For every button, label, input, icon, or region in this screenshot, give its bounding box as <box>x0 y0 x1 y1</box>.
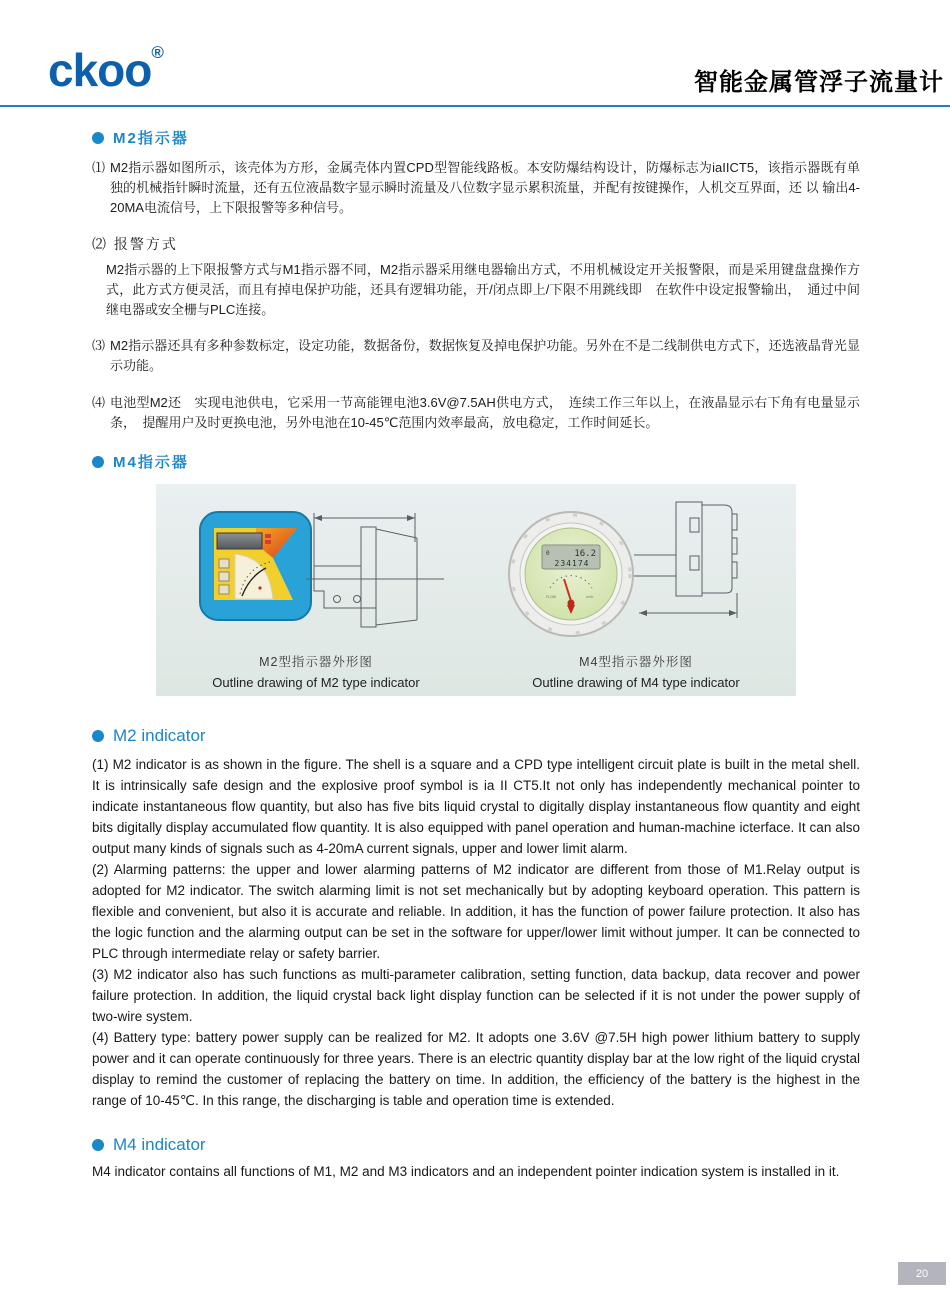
m4-english-text: M4 indicator contains all functions of M1, M2 and M3 indicators and an independent pointer indication system is installed in it. <box>92 1164 840 1179</box>
section-heading-label: M4 indicator <box>113 1135 206 1154</box>
svg-text:0: 0 <box>546 550 550 557</box>
m2-caption-cn: M2型指示器外形图 <box>259 655 373 669</box>
svg-text:FLOW: FLOW <box>546 595 557 599</box>
section-bullet-icon <box>92 1139 104 1151</box>
paragraph-text: 电池型M2还 实现电池供电，它采用一节高能锂电池3.6V@7.5AH供电方式， 连续工作三年以上，在液晶显示右下角有电量显示条， 提醒用户及时更换电池，另外电池在10-45℃范围内效率最高，放电稳定，工作时间延长。 <box>110 395 860 430</box>
m2-outline-drawing <box>304 496 449 638</box>
m4-outline-drawing <box>634 492 794 642</box>
section-heading-m4-cn <box>92 451 860 472</box>
m4-figure-caption <box>476 652 796 690</box>
cn-paragraph-2: M2指示器的上下限报警方式与M1指示器不同，M2指示器采用继电器输出方式，不用机械设定开关报警限，而是采用键盘盘操作方式，此方式方便灵活，而且有掉电保护功能，还具有逻辑功能，开/闭点即上/下限不用跳线即 在软件中设定报警输出， 通过中间继电器或安全栅与PLC连接。 <box>106 262 860 317</box>
section-heading-label: M2指示器 <box>113 130 189 147</box>
m4-lcd-total-value: 234174 <box>554 559 590 568</box>
paragraph-text: M2指示器还具有多种参数标定，设定功能，数据备份，数据恢复及掉电保护功能。另外在不是二线制供电方式下，还选液晶背光显示功能。 <box>110 338 860 373</box>
en-paragraph-4: (4) Battery type: battery power supply can be realized for M2. It adopts one 3.6V @7.5H high power lithium battery to supply power and it can operate continuously for three years. There is an electric quantity display bar at the low right of the liquid crystal display to remind the customer of replacing the battery on time. In addition, the efficiency of the battery is the highest in the range of 10-45℃. In this range, the discharging is table and operation time is extended. <box>92 1030 860 1108</box>
document-title: 智能金属管浮子流量计 <box>694 69 944 96</box>
cn-paragraph-4 <box>92 393 860 433</box>
paragraph-text: M2指示器如图所示，该壳体为方形，金属壳体内置CPD型智能线路板。本安防爆结构设计，防爆标志为iaIICT5，该指示器既有单独的机械指针瞬时流量，还有五位液晶数字显示瞬时流量及八位数字显示累积流量，并配有按键操作，人机交互界面，还 以 输出4-20MA电流信号，上下限报警等多种信号。 <box>110 160 860 215</box>
en-paragraph-2: (2) Alarming patterns: the upper and lower alarming patterns of M2 indicator are different from those of M1.Relay output is adopted for M2 indicator. The switch alarming limit is not set mechanically but by adopting keyboard operation. This pattern is flexible and convenient, but also it is accurate and reliable. In addition, it has the function of power failure protection. It also has the logic function and the alarming output can be set in the software for upper/lower limit without jumper. It can be connected to PLC through intermediate relay or safety barrier. <box>92 862 860 961</box>
section-bullet-icon <box>92 132 104 144</box>
list-marker: ⑷ <box>92 395 106 410</box>
en-paragraph-1: (1) M2 indicator is as shown in the figure. The shell is a square and a CPD type intelligent circuit plate is built in the metal shell. It is intrinsically safe design and the explosive proof symbol is ia II CT5.It not only has independently mechanical pointer to indicate instantaneous flow quantity, but also has five bits liquid crystal to digitally display instantaneous flow quantity and eight bits digitally display accumulated flow quantity. It is also equipped with panel operation and human-machine icterface. It can also output many kinds of signals such as 4-20mA current signals, upper and lower limit alarm. <box>92 757 860 856</box>
section-bullet-icon <box>92 456 104 468</box>
m2-indicator-photo <box>198 510 313 622</box>
section-heading-m2-en <box>92 726 860 746</box>
m2-caption-en: Outline drawing of M2 type indicator <box>212 675 420 690</box>
cn-paragraph-3 <box>92 336 860 376</box>
section-heading-label: M2 indicator <box>113 726 206 745</box>
figure-panel <box>156 484 796 696</box>
brand-logo <box>48 43 164 96</box>
subsection-title: 报警方式 <box>113 236 178 252</box>
page-content <box>0 127 950 1182</box>
m2-english-text <box>92 754 860 1111</box>
section-heading-m2-cn <box>92 127 860 148</box>
m4-caption-en: Outline drawing of M4 type indicator <box>532 675 740 690</box>
m2-figure-caption <box>156 652 476 690</box>
section-heading-label: M4指示器 <box>113 454 189 471</box>
registered-trademark-icon: ® <box>151 43 164 62</box>
m4-lcd-instant-value: 16.2 <box>574 549 596 559</box>
section-heading-m4-en <box>92 1135 860 1155</box>
section-bullet-icon <box>92 730 104 742</box>
cn-paragraph-1 <box>92 158 860 218</box>
list-marker: ⑴ <box>92 160 106 175</box>
m4-caption-cn: M4型指示器外形图 <box>579 655 693 669</box>
m4-indicator-photo <box>506 508 636 640</box>
brand-text: ckoo <box>48 44 152 96</box>
page-header <box>0 0 950 107</box>
cn-paragraph-2-title <box>92 234 860 254</box>
svg-text:m³/h: m³/h <box>586 595 593 599</box>
list-marker: ⑶ <box>92 338 106 353</box>
en-paragraph-3: (3) M2 indicator also has such functions as multi-parameter calibration, setting function, data backup, data recover and power failure protection. In addition, the liquid crystal back light display function can be selected if it is not under the power supply of two-wire system. <box>92 967 860 1024</box>
list-marker: ⑵ <box>92 236 108 252</box>
page-number-badge: 20 <box>898 1262 946 1285</box>
